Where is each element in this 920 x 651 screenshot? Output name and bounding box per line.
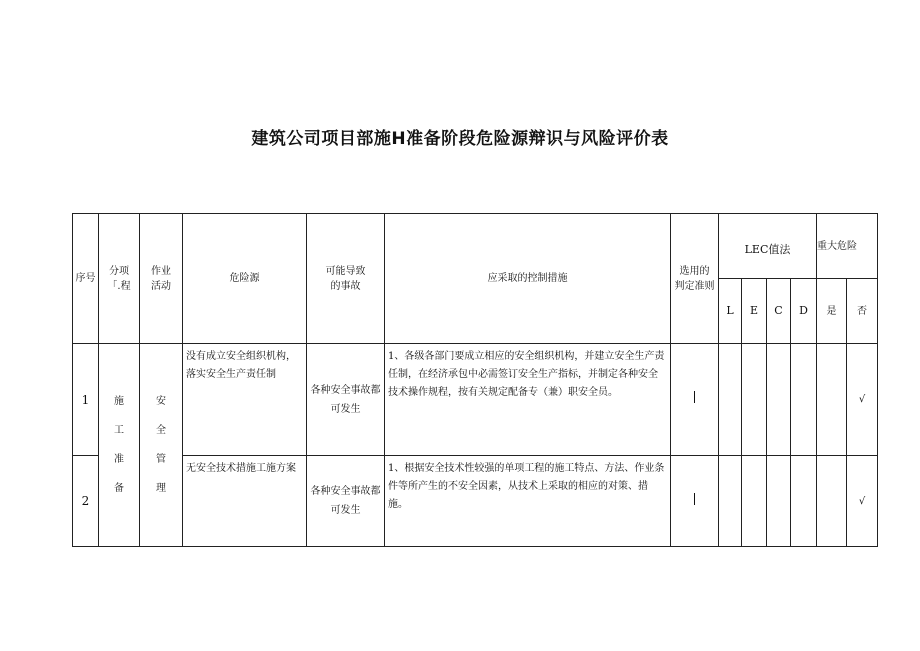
major-no-cell: √	[847, 344, 878, 456]
header-accident: 可能导致 的事故	[307, 214, 385, 344]
header-lec-l: L	[719, 279, 742, 344]
criteria-mark	[694, 391, 695, 403]
header-lec: LEC值法	[719, 214, 817, 279]
header-lec-c: C	[767, 279, 791, 344]
table-row	[73, 456, 878, 547]
hazard-cell: 没有成立安全组织机构，落实安全生产责任制	[183, 344, 307, 456]
sub-project-cell: 施 工 准 备	[99, 344, 140, 547]
major-yes-cell	[817, 344, 847, 456]
criteria-cell	[671, 456, 719, 547]
lec-e-cell	[742, 344, 767, 456]
major-yes-cell	[817, 456, 847, 547]
lec-c-cell	[767, 344, 791, 456]
header-seq: 序号	[73, 214, 99, 344]
criteria-mark	[694, 493, 695, 505]
lec-c-cell	[767, 456, 791, 547]
header-hazard: 危险源	[183, 214, 307, 344]
major-no-cell: √	[847, 456, 878, 547]
header-measures: 应采取的控制措施	[385, 214, 671, 344]
header-major-yes: 是	[817, 279, 847, 344]
header-criteria: 选用的 判定准则	[671, 214, 719, 344]
lec-l-cell	[719, 344, 742, 456]
criteria-cell	[671, 344, 719, 456]
accident-cell: 各种安全事故都可发生	[307, 344, 385, 456]
header-sub-project: 分项 「.程	[99, 214, 140, 344]
accident-cell: 各种安全事故都可发生	[307, 456, 385, 547]
page-title: 建筑公司项目部施H准备阶段危险源辩识与风险评价表	[251, 129, 669, 149]
lec-e-cell	[742, 456, 767, 547]
row-seq: 2	[73, 456, 99, 547]
header-lec-e: E	[742, 279, 767, 344]
header-activity: 作业 活动	[140, 214, 183, 344]
header-major-no: 否	[847, 279, 878, 344]
risk-assessment-table	[72, 213, 878, 547]
activity-cell: 安 全 管 理	[140, 344, 183, 547]
lec-d-cell	[791, 344, 817, 456]
row-seq: 1	[73, 344, 99, 456]
header-lec-d: D	[791, 279, 817, 344]
lec-l-cell	[719, 456, 742, 547]
hazard-cell: 无安全技术措施工施方案	[183, 456, 307, 547]
header-major-hazard: 重大危险	[817, 214, 878, 279]
measures-cell: 1、根据安全技术性较强的单项工程的施工特点、方法、作业条件等所产生的不安全因素，从技术上采取的相应的对策、措施。	[385, 456, 671, 547]
lec-d-cell	[791, 456, 817, 547]
measures-cell: 1、各级各部门要成立相应的安全组织机构，并建立安全生产责任制，在经济承包中必需签订安全生产指标，并制定各种安全技术操作规程，按有关规定配备专（兼）职安全员。	[385, 344, 671, 456]
table-row	[73, 344, 878, 456]
header-row-1	[73, 214, 878, 279]
